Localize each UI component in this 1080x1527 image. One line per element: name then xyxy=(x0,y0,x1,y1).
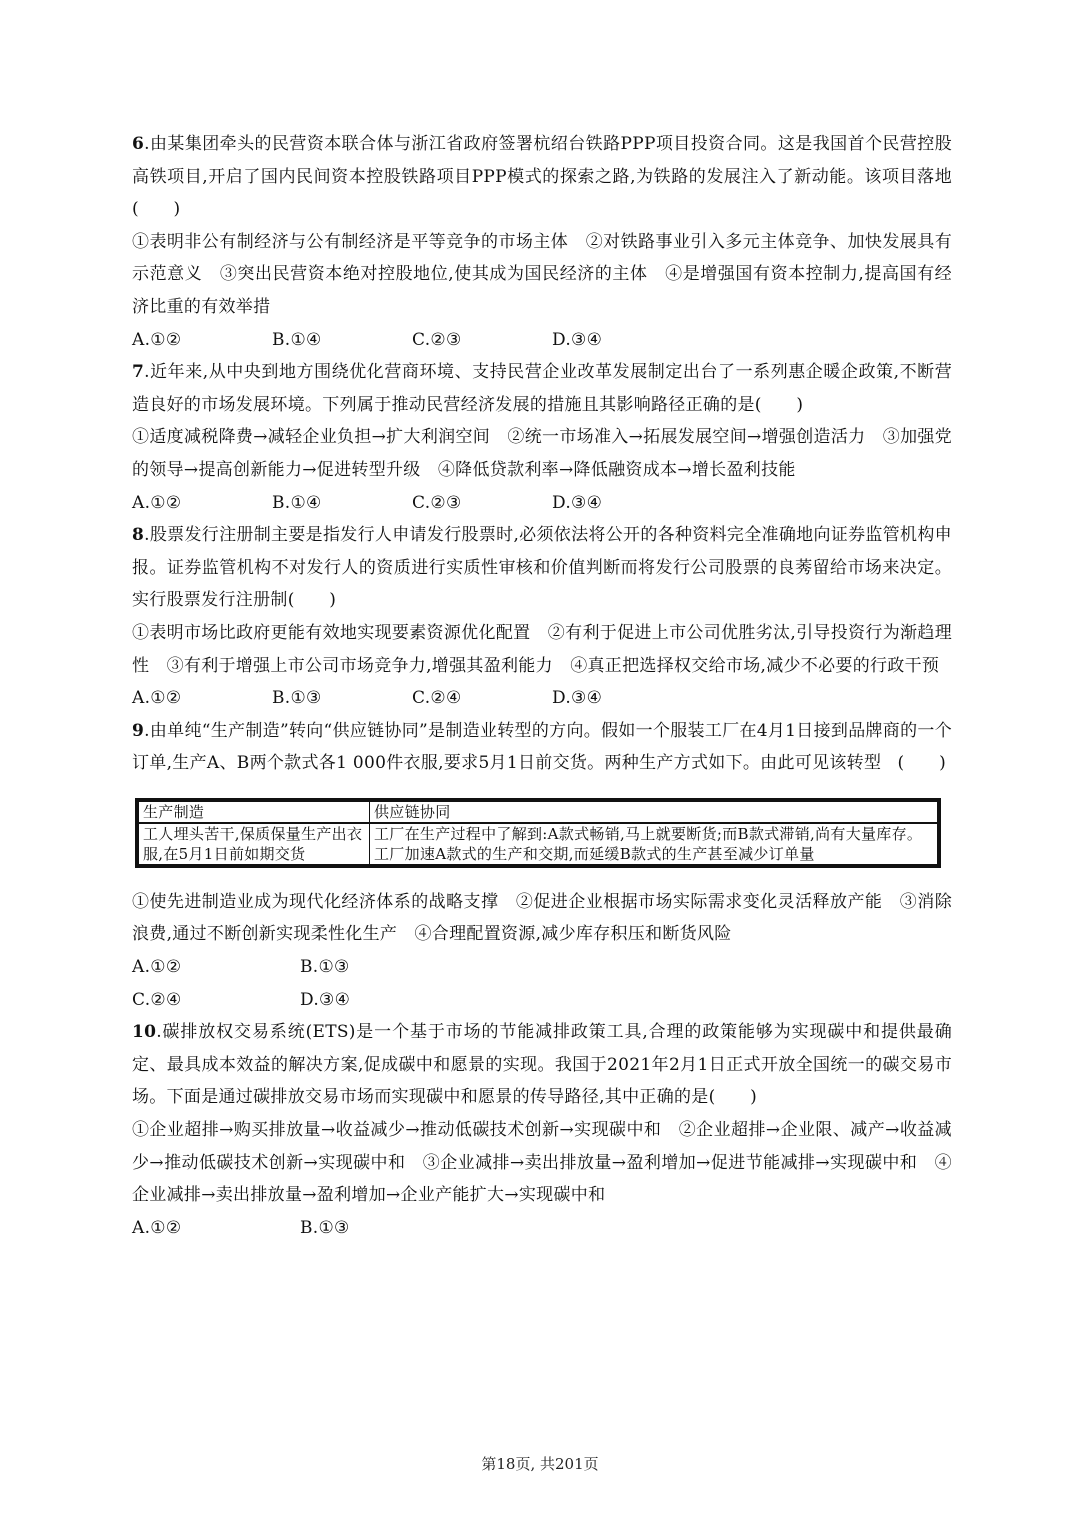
question-number: 10 xyxy=(132,1022,157,1043)
question-statements: ①表明市场比政府更能有效地实现要素资源优化配置 ②有利于促进上市公司优胜劣汰,引导投资行为渐趋理性 ③有利于增强上市公司市场竞争力,增强其盈利能力 ④真正把选择权交给市场,减少不必要的行政干预 xyxy=(132,622,952,676)
choice-a[interactable]: A.①② xyxy=(132,688,182,709)
choice-b[interactable]: B.①④ xyxy=(272,329,322,350)
answer-paren: ( ) xyxy=(897,753,946,774)
answer-choices xyxy=(132,487,692,520)
choice-b[interactable]: B.①④ xyxy=(272,492,322,513)
question-list xyxy=(132,128,952,1244)
choice-a[interactable]: A.①② xyxy=(132,329,182,350)
question-stem xyxy=(132,519,952,617)
question-6 xyxy=(132,128,952,356)
question-statements: ①表明非公有制经济与公有制经济是平等竞争的市场主体 ②对铁路事业引入多元主体竞争、加快发展具有示范意义 ③突出民营资本绝对控股地位,使其成为国民经济的主体 ④是增强国有资本控制力,提高国有经济比重的有效举措 xyxy=(132,231,952,317)
choice-b[interactable]: B.①③ xyxy=(300,957,350,978)
question-number: 9 xyxy=(132,720,145,741)
question-10 xyxy=(132,1016,952,1244)
answer-choices xyxy=(132,324,692,357)
question-stem-text: .股票发行注册制主要是指发行人申请发行股票时,必须依法将公开的各种资料完全准确地向证券监管机构申报。证券监管机构不对发行人的资质进行实质性审核和价值判断而将发行公司股票的良莠留给市场来决定。实行股票发行注册制( ) xyxy=(132,525,952,611)
question-stem xyxy=(132,1016,952,1114)
choice-a[interactable]: A.①② xyxy=(132,1217,182,1238)
choice-d[interactable]: D.③④ xyxy=(552,688,603,709)
choice-d[interactable]: D.③④ xyxy=(552,492,603,513)
answer-choices xyxy=(132,951,472,1016)
choice-c[interactable]: C.②④ xyxy=(132,989,182,1010)
answer-choices xyxy=(132,682,692,715)
question-8 xyxy=(132,519,952,715)
choice-d[interactable]: D.③④ xyxy=(300,989,351,1010)
choice-c[interactable]: C.②④ xyxy=(412,688,462,709)
question-stem-text: .碳排放权交易系统(ETS)是一个基于市场的节能减排政策工具,合理的政策能够为实现碳中和提供最确定、最具成本效益的解决方案,促成碳中和愿景的实现。我国于2021年2月1日正式开放全国统一的碳交易市场。下面是通过碳排放交易市场而实现碳中和愿景的传导路径,其中正确的是( ) xyxy=(132,1022,952,1108)
choice-c[interactable]: C.②③ xyxy=(412,329,462,350)
table-row xyxy=(139,823,938,865)
answer-choices xyxy=(132,1212,472,1245)
page-number: 第18页, 共201页 xyxy=(481,1455,599,1473)
comparison-table xyxy=(135,798,941,868)
choice-a[interactable]: A.①② xyxy=(132,957,182,978)
question-number: 8 xyxy=(132,525,145,546)
question-statements: ①使先进制造业成为现代化经济体系的战略支撑 ②促进企业根据市场实际需求变化灵活释放产能 ③消除浪费,通过不断创新实现柔性化生产 ④合理配置资源,减少库存积压和断货风险 xyxy=(132,891,952,945)
question-9 xyxy=(132,715,952,1017)
table-header-cell: 供应链协同 xyxy=(370,801,938,823)
question-stem-text: .近年来,从中央到地方围绕优化营商环境、支持民营企业改革发展制定出台了一系列惠企暖企政策,不断营造良好的市场发展环境。下列属于推动民营经济发展的措施且其影响路径正确的是( ) xyxy=(132,362,952,415)
choice-d[interactable]: D.③④ xyxy=(552,329,603,350)
table-header-cell: 生产制造 xyxy=(139,801,370,823)
question-7 xyxy=(132,356,952,519)
choice-a[interactable]: A.①② xyxy=(132,492,182,513)
question-stem-text: .由某集团牵头的民营资本联合体与浙江省政府签署杭绍台铁路PPP项目投资合同。这是我国首个民营控股高铁项目,开启了国内民间资本控股铁路项目PPP模式的探索之路,为铁路的发展注入了新动能。该项目落地( ) xyxy=(132,134,952,220)
question-stem xyxy=(132,356,952,421)
table-cell: 工厂在生产过程中了解到:A款式畅销,马上就要断货;而B款式滞销,尚有大量库存。工厂加速A款式的生产和交期,而延缓B款式的生产甚至减少订单量 xyxy=(370,823,938,865)
table-header-row xyxy=(139,801,938,823)
choice-b[interactable]: B.①③ xyxy=(272,688,322,709)
choice-b[interactable]: B.①③ xyxy=(300,1217,350,1238)
question-statements: ①适度减税降费→减轻企业负担→扩大利润空间 ②统一市场准入→拓展发展空间→增强创造活力 ③加强党的领导→提高创新能力→促进转型升级 ④降低贷款利率→降低融资成本→增长盈利技能 xyxy=(132,427,952,480)
question-stem xyxy=(132,715,952,780)
question-statements: ①企业超排→购买排放量→收益减少→推动低碳技术创新→实现碳中和 ②企业超排→企业限、减产→收益减少→推动低碳技术创新→实现碳中和 ③企业减排→卖出排放量→盈利增加→促进节能减排→实现碳中和 ④企业减排→卖出排放量→盈利增加→企业产能扩大→实现碳中和 xyxy=(132,1120,952,1206)
question-number: 7 xyxy=(132,362,145,383)
choice-c[interactable]: C.②③ xyxy=(412,492,462,513)
table-cell: 工人埋头苦干,保质保量生产出衣服,在5月1日前如期交货 xyxy=(139,823,370,865)
question-stem xyxy=(132,128,952,226)
question-stem-text: .由单纯“生产制造”转向“供应链协同”是制造业转型的方向。假如一个服装工厂在4月1日接到品牌商的一个订单,生产A、B两个款式各1 000件衣服,要求5月1日前交货。两种生产方式如下。由此可见该转型 xyxy=(132,720,952,774)
question-number: 6 xyxy=(132,134,145,154)
